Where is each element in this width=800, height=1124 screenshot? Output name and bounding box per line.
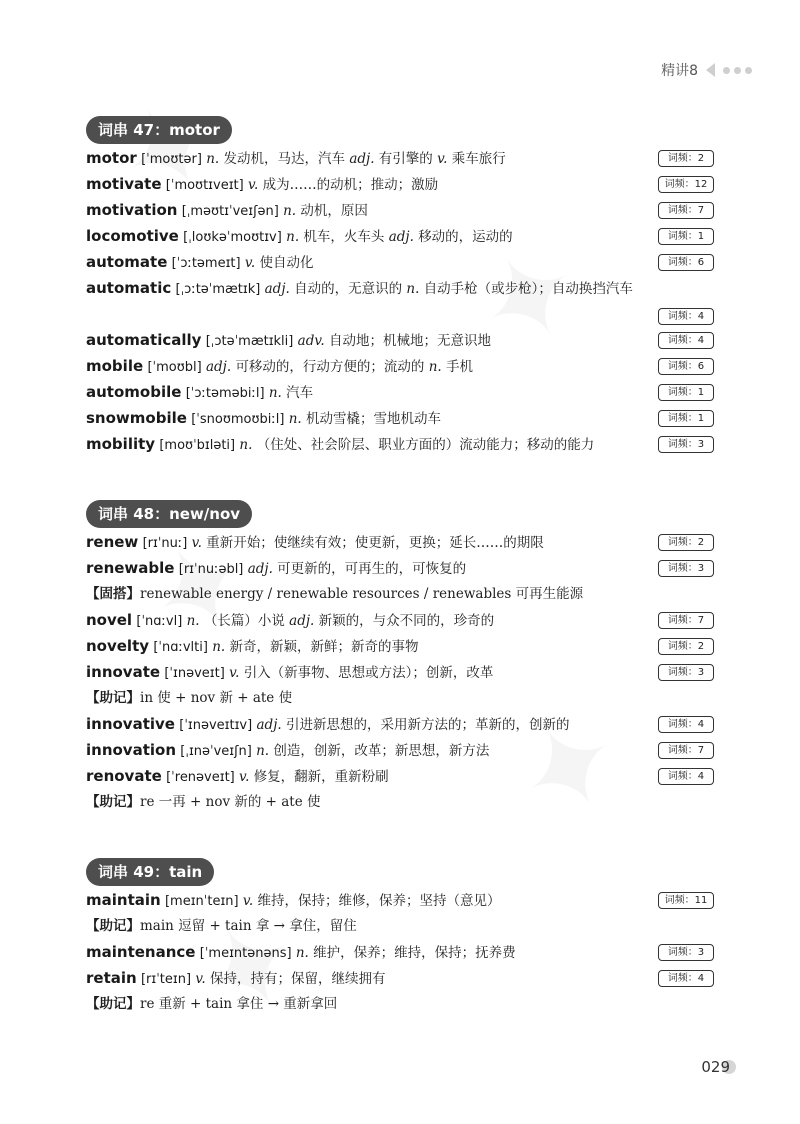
page-number: 029 [701,1058,730,1076]
entry-line [86,328,491,352]
definition: 引入（新事物、思想或方法）；创新，改革 [243,665,494,681]
definition: 创造，创新，改革；新思想，新方法 [273,743,490,759]
part-of-speech: n. [268,385,282,401]
definition: 自动的，无意识的 [294,281,403,297]
entry-line [86,530,544,554]
headword: automatically [86,331,202,349]
phonetic: [ˈsnoʊmoʊbiːl] [191,412,285,427]
entry-line [86,172,438,196]
chevron-left-icon [706,63,715,77]
entry-line [86,380,313,404]
phonetic: [ˌməʊtɪˈveɪʃən] [181,204,279,219]
part-of-speech: adj. [264,281,290,297]
phonetic: [ˌloʊkəˈmoʊtɪv] [183,230,282,245]
part-of-speech: adj. [289,613,315,629]
phonetic: [ˈmeɪntənəns] [199,946,292,961]
frequency-badge: 词频：12 [658,176,714,193]
part-of-speech: v. [191,535,202,551]
frequency-badge: 词频：4 [658,716,714,733]
headword: renew [86,533,139,551]
part-of-speech: n. [239,437,253,453]
entry-line [86,146,506,170]
part-of-speech: adv. [297,333,325,349]
part-of-speech: v. [239,769,250,785]
headword: automate [86,253,168,271]
phonetic: [ˈɪnəveɪtɪv] [179,718,253,733]
headword: novel [86,611,133,629]
frequency-badge: 词频：3 [658,664,714,681]
frequency-badge: 词频：3 [658,436,714,453]
definition: 可移动的，行动方便的；流动的 [235,359,425,375]
headword: motivation [86,201,178,219]
definition: 可更新的，可再生的，可恢复的 [277,561,467,577]
part-of-speech: n. [406,281,420,297]
phonetic: [ˌɔːtəˈmætɪk] [175,282,261,297]
headword: automatic [86,279,172,297]
definition: 移动的，运动的 [418,229,513,245]
definition: 机动雪橇；雪地机动车 [306,411,442,427]
phonetic: [moʊˈbɪləti] [159,438,236,453]
headword: renovate [86,767,162,785]
headword: innovation [86,741,176,759]
frequency-badge: 词频：6 [658,358,714,375]
phonetic: [ˈmoʊbl] [147,360,202,375]
entry-line [86,354,473,378]
part-of-speech: n. [256,743,270,759]
headword: innovative [86,715,175,733]
entry-line [86,250,314,274]
part-of-speech: v. [244,255,256,271]
headword: snowmobile [86,409,187,427]
note-line [86,992,337,1016]
entry-line [86,224,513,248]
part-of-speech: v. [248,177,259,193]
entry-line [86,432,594,456]
phonetic: [meɪnˈteɪn] [164,894,239,909]
note-label: 【助记】 [86,794,140,810]
phonetic: [rɪˈnuː] [142,536,188,551]
part-of-speech: n. [186,613,200,629]
headword: mobility [86,435,156,453]
note-text: main 逗留 + tain 拿 → 拿住，留住 [140,918,357,934]
definition: 自动手枪（或步枪）；自动换挡汽车 [423,281,633,297]
part-of-speech: n. [295,945,309,961]
definition: （长篇）小说 [203,613,285,629]
phonetic: [ˈnɑːvl] [136,614,183,629]
definition: 动机，原因 [300,203,368,219]
phonetic: [ˈnɑːvlti] [153,640,208,655]
part-of-speech: v. [242,893,254,909]
definition: 修复，翻新，重新粉刷 [253,769,389,785]
part-of-speech: adj. [205,359,232,375]
note-label: 【助记】 [86,690,140,706]
entry-line [86,966,385,990]
section-title: 词串 47：motor [86,116,232,144]
part-of-speech: v. [229,665,240,681]
phonetic: [ˈrenəveɪt] [166,770,235,785]
headword: mobile [86,357,144,375]
note-text: renewable energy / renewable resources / renewables 可再生能源 [140,586,584,602]
definition: （住处、社会阶层、职业方面的）流动能力；移动的能力 [256,437,595,453]
frequency-badge: 词频：2 [658,534,714,551]
phonetic: [ˈmoʊtɪveɪt] [165,178,244,193]
note-label: 【助记】 [86,996,140,1012]
frequency-badge: 词频：2 [658,638,714,655]
headword: retain [86,969,137,987]
part-of-speech: n. [283,203,297,219]
headword: renewable [86,559,175,577]
part-of-speech: n. [428,359,442,375]
definition: 有引擎的 [378,151,433,167]
note-line [86,582,583,606]
definition: 乘车旅行 [451,151,506,167]
phonetic: [ˈɔːtəməbiːl] [185,386,265,401]
entry-line [86,660,493,684]
definition: 手机 [446,359,474,375]
definition: 使自动化 [259,255,314,271]
note-text: re 一再 + nov 新的 + ate 使 [140,794,321,810]
note-text: re 重新 + tain 拿住 → 重新拿回 [140,996,338,1012]
definition: 新颖的，与众不同的，珍奇的 [318,613,495,629]
phonetic: [ˌɔtəˈmætɪkli] [205,334,294,349]
entry-line [86,738,489,762]
part-of-speech: n. [286,229,300,245]
entry-line [86,712,569,736]
definition: 新奇，新颖，新鲜；新奇的事物 [229,639,419,655]
frequency-badge: 词频：3 [658,944,714,961]
part-of-speech: adj. [349,151,375,167]
frequency-badge: 词频：3 [658,560,714,577]
part-of-speech: adj. [388,229,414,245]
frequency-badge: 词频：6 [658,254,714,271]
frequency-badge: 词频：7 [658,742,714,759]
entry-line [86,556,466,580]
entry-line [86,406,441,430]
frequency-badge: 词频：7 [658,202,714,219]
definition: 发动机，马达，汽车 [223,151,346,167]
phonetic: [ˌɪnəˈveɪʃn] [180,744,252,759]
definition: 成为……的动机；推动；激励 [262,177,439,193]
phonetic: [ˈɔːtəmeɪt] [171,256,241,271]
phonetic: [rɪˈnuːəbl] [178,562,244,577]
section-title: 词串 49：tain [86,858,214,886]
entry-line [86,764,389,788]
headword: motor [86,149,137,167]
definition: 维持，保持；维修，保养；坚持（意见） [257,893,501,909]
entry-line [86,198,368,222]
entry-line [86,888,501,912]
entry-line [86,940,516,964]
definition: 维护，保养；维持，保持；抚养费 [313,945,516,961]
dots-icon [723,67,752,74]
note-text: in 使 + nov 新 + ate 使 [140,690,293,706]
note-line [86,914,357,938]
phonetic: [ˈmoʊtər] [141,152,202,167]
part-of-speech: n. [288,411,302,427]
phonetic: [rɪˈteɪn] [140,972,192,987]
frequency-badge: 词频：1 [658,384,714,401]
frequency-badge: 词频：7 [658,612,714,629]
note-line [86,790,321,814]
definition: 重新开始；使继续有效；使更新，更换；延长……的期限 [206,535,544,551]
entry-line [86,608,494,632]
part-of-speech: v. [195,971,206,987]
frequency-badge: 词频：1 [658,228,714,245]
part-of-speech: v. [437,151,448,167]
note-label: 【助记】 [86,918,140,934]
headword: maintenance [86,943,196,961]
note-line [86,686,292,710]
part-of-speech: adj. [256,717,282,733]
part-of-speech: adj. [247,561,273,577]
frequency-badge: 词频：11 [658,892,714,909]
frequency-badge: 词频：4 [658,308,714,325]
frequency-badge: 词频：2 [658,150,714,167]
frequency-badge: 词频：4 [658,332,714,349]
headword: maintain [86,891,161,909]
frequency-badge: 词频：1 [658,410,714,427]
definition: 保持，持有；保留，继续拥有 [209,971,386,987]
definition: 自动地；机械地；无意识地 [328,333,491,349]
headword: innovate [86,663,161,681]
page-header [661,58,752,82]
headword: novelty [86,637,150,655]
headword: motivate [86,175,162,193]
frequency-badge: 词频：4 [658,970,714,987]
phonetic: [ˈɪnəveɪt] [164,666,225,681]
headword: locomotive [86,227,179,245]
entry-line [86,276,633,300]
headword: automobile [86,383,182,401]
section-title: 词串 48：new/nov [86,500,252,528]
part-of-speech: n. [212,639,226,655]
entry-line [86,634,419,658]
note-label: 【固搭】 [86,586,140,602]
frequency-badge: 词频：4 [658,768,714,785]
part-of-speech: n. [206,151,220,167]
chapter-label: 精讲8 [661,63,698,79]
definition: 机车，火车头 [303,229,385,245]
definition: 汽车 [286,385,314,401]
definition: 引进新思想的，采用新方法的；革新的，创新的 [285,717,570,733]
